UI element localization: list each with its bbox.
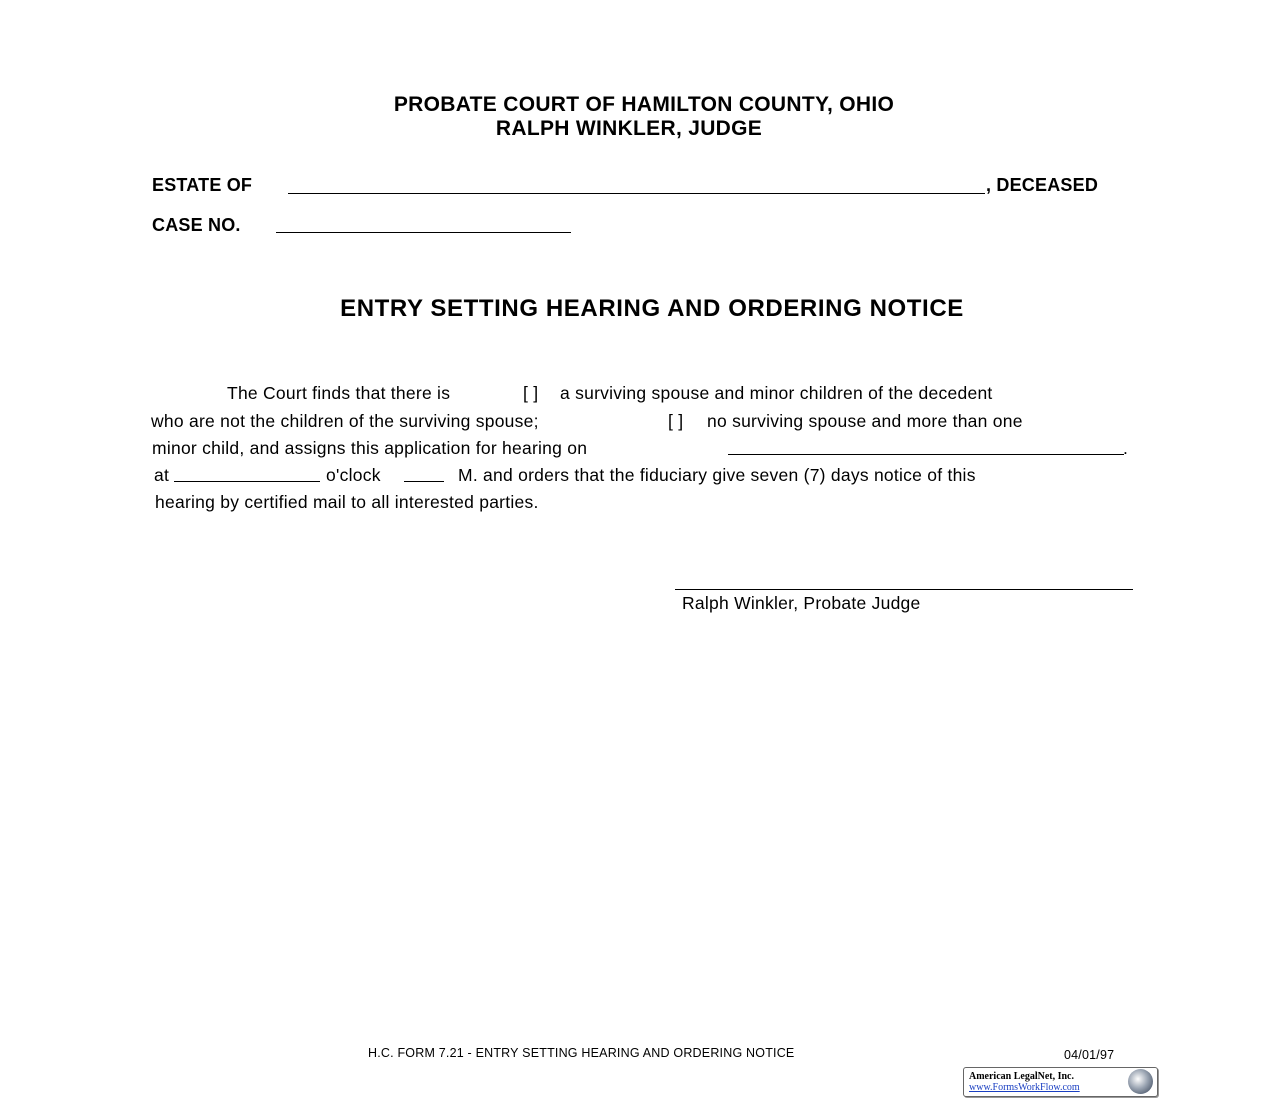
globe-icon [1128, 1069, 1153, 1094]
checkbox-no-surviving-spouse[interactable]: [ ] [668, 411, 684, 431]
case-number-field[interactable] [276, 232, 571, 233]
document-title: ENTRY SETTING HEARING AND ORDERING NOTICE [340, 295, 964, 322]
at-label: at [154, 465, 170, 485]
american-legalnet-logo[interactable] [963, 1067, 1158, 1097]
body-line-2-start: who are not the children of the surviving spouse; [151, 411, 539, 431]
brand-name: American LegalNet, Inc. [969, 1071, 1074, 1082]
estate-label: ESTATE OF [152, 175, 253, 195]
body-line-1-start: The Court finds that there is [227, 383, 451, 403]
hearing-time-field[interactable] [174, 481, 320, 482]
estate-name-field[interactable] [288, 193, 985, 194]
oclock-label: o'clock [326, 465, 381, 485]
body-line-2-end: no surviving spouse and more than one [707, 411, 1023, 431]
hearing-date-period: . [1123, 438, 1129, 458]
form-date: 04/01/97 [1064, 1048, 1115, 1062]
brand-url[interactable]: www.FormsWorkFlow.com [969, 1082, 1080, 1093]
court-name: PROBATE COURT OF HAMILTON COUNTY, OHIO [393, 93, 895, 116]
judge-signature-line[interactable] [675, 589, 1133, 590]
body-line-4: M. and orders that the fiduciary give seven (7) days notice of this [458, 465, 976, 485]
signature-caption: Ralph Winkler, Probate Judge [682, 593, 921, 613]
hearing-date-field[interactable] [728, 454, 1124, 455]
body-line-1-end: a surviving spouse and minor children of the decedent [560, 383, 993, 403]
am-pm-field[interactable] [404, 481, 444, 482]
form-footer: H.C. FORM 7.21 - ENTRY SETTING HEARING AND ORDERING NOTICE [368, 1046, 795, 1060]
case-number-label: CASE NO. [152, 215, 241, 235]
body-line-3: minor child, and assigns this application for hearing on [152, 438, 588, 458]
judge-name: RALPH WINKLER, JUDGE [495, 117, 763, 140]
checkbox-surviving-spouse[interactable]: [ ] [523, 383, 539, 403]
deceased-label: , DECEASED [986, 175, 1099, 195]
body-line-5: hearing by certified mail to all interested parties. [155, 492, 539, 512]
